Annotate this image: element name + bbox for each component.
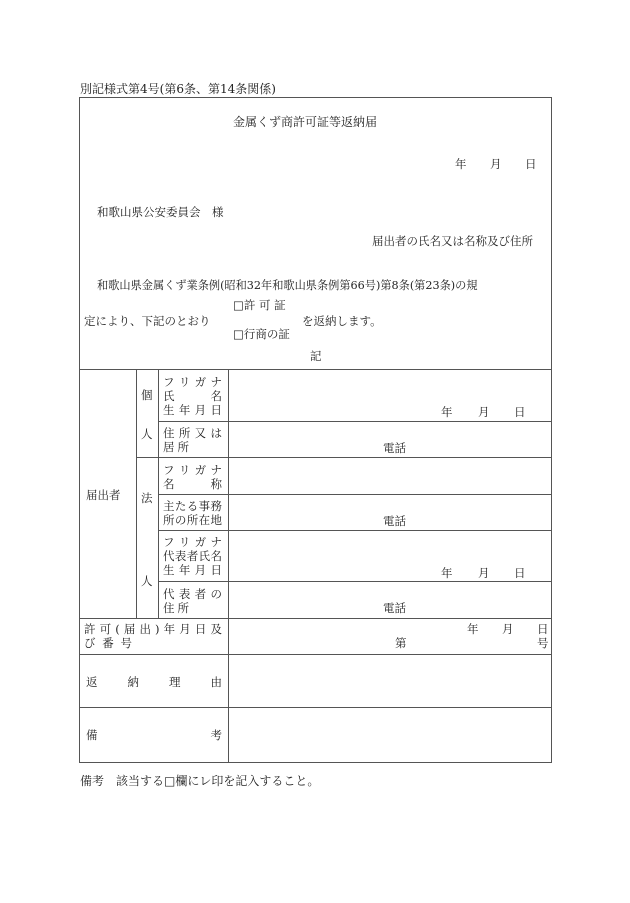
- body-text-return: を返納します。: [302, 314, 382, 328]
- ind-furigana-label: フ リ ガ ナ: [163, 375, 222, 389]
- rep-birth-year: 年: [441, 566, 453, 580]
- rule-remarks-top: [79, 707, 552, 708]
- body-text-line1: 和歌山県金属くず業条例(昭和32年和歌山県条例第66号)第8条(第23条)の規: [97, 279, 478, 292]
- ki-heading: 記: [310, 349, 322, 363]
- date-month: 月: [490, 157, 502, 171]
- permit-date-label-1: 許 可 ( 届 出 ) 年 月 日 及: [84, 622, 222, 636]
- submitter-label: 届出者の氏名又は名称及び住所: [372, 234, 533, 248]
- permit-month: 月: [502, 622, 514, 636]
- permit-date-label-2: び 番 号: [84, 636, 132, 650]
- ind-birthdate-label: 生 年 月 日: [163, 403, 222, 417]
- rule-corp-3: [158, 581, 552, 582]
- date-day: 日: [525, 157, 537, 171]
- corp-office-label-1: 主 た る 事 務: [163, 499, 222, 513]
- return-reason-label: 返 納 理 由: [86, 675, 222, 689]
- ind-name-label: 氏 名: [163, 389, 222, 403]
- ind-phone-label: 電話: [383, 441, 406, 455]
- footnote: 備考 該当する□欄にレ印を記入すること。: [80, 774, 320, 788]
- ind-address-label-1: 住 所 又 は: [163, 426, 222, 440]
- rep-birth-day: 日: [514, 566, 526, 580]
- rule-ind-1: [158, 421, 552, 422]
- col-divider-1: [136, 369, 137, 618]
- corp-name-label: 名 称: [163, 477, 222, 491]
- form-title: 金属くず商許可証等返納届: [233, 115, 378, 129]
- choice-permit-checkbox: □許 可 証: [233, 298, 286, 312]
- corp-office-label-2: 所 の 所 在 地: [163, 513, 222, 527]
- corp-phone-label: 電話: [383, 514, 406, 528]
- col-divider-2: [158, 369, 159, 618]
- permit-year: 年: [467, 622, 479, 636]
- permit-number-prefix: 第: [395, 636, 407, 650]
- notifier-label: 届出者: [86, 488, 121, 502]
- body-text-line2: 定により、下記のとおり: [84, 314, 211, 328]
- rep-address-label-1: 代 表 者 の: [163, 587, 222, 601]
- rule-ind-corp: [136, 457, 552, 458]
- rep-birthdate-label: 生 年 月 日: [163, 563, 222, 577]
- ind-birth-month: 月: [478, 405, 490, 419]
- corporation-char-2: 人: [141, 574, 153, 588]
- corp-furigana-label: フ リ ガ ナ: [163, 463, 222, 477]
- rule-reason-top: [79, 654, 552, 655]
- ind-address-label-2: 居 所: [163, 440, 189, 454]
- corporation-char-1: 法: [141, 491, 153, 505]
- rep-birth-month: 月: [478, 566, 490, 580]
- col-divider-3: [228, 369, 229, 763]
- individual-char-1: 個: [141, 388, 153, 402]
- form-number-label: 別記様式第4号(第6条、第14条関係): [80, 82, 276, 96]
- rule-permit-top: [79, 618, 552, 619]
- ind-birth-year: 年: [441, 405, 453, 419]
- rep-phone-label: 電話: [383, 601, 406, 615]
- individual-char-2: 人: [141, 427, 153, 441]
- date-year: 年: [455, 157, 467, 171]
- rule-corp-2: [158, 530, 552, 531]
- rule-section-top: [79, 369, 552, 370]
- rep-address-label-2: 住 所: [163, 601, 189, 615]
- permit-day: 日: [537, 622, 549, 636]
- permit-number-suffix: 号: [537, 636, 549, 650]
- addressee: 和歌山県公安委員会 様: [97, 205, 224, 219]
- remarks-label: 備 考: [86, 728, 222, 742]
- choice-peddler-checkbox: □行商の証: [233, 327, 290, 341]
- rep-furigana-label: フ リ ガ ナ: [163, 535, 222, 549]
- rep-name-label: 代 表 者 氏 名: [163, 549, 222, 563]
- ind-birth-day: 日: [514, 405, 526, 419]
- rule-corp-1: [158, 494, 552, 495]
